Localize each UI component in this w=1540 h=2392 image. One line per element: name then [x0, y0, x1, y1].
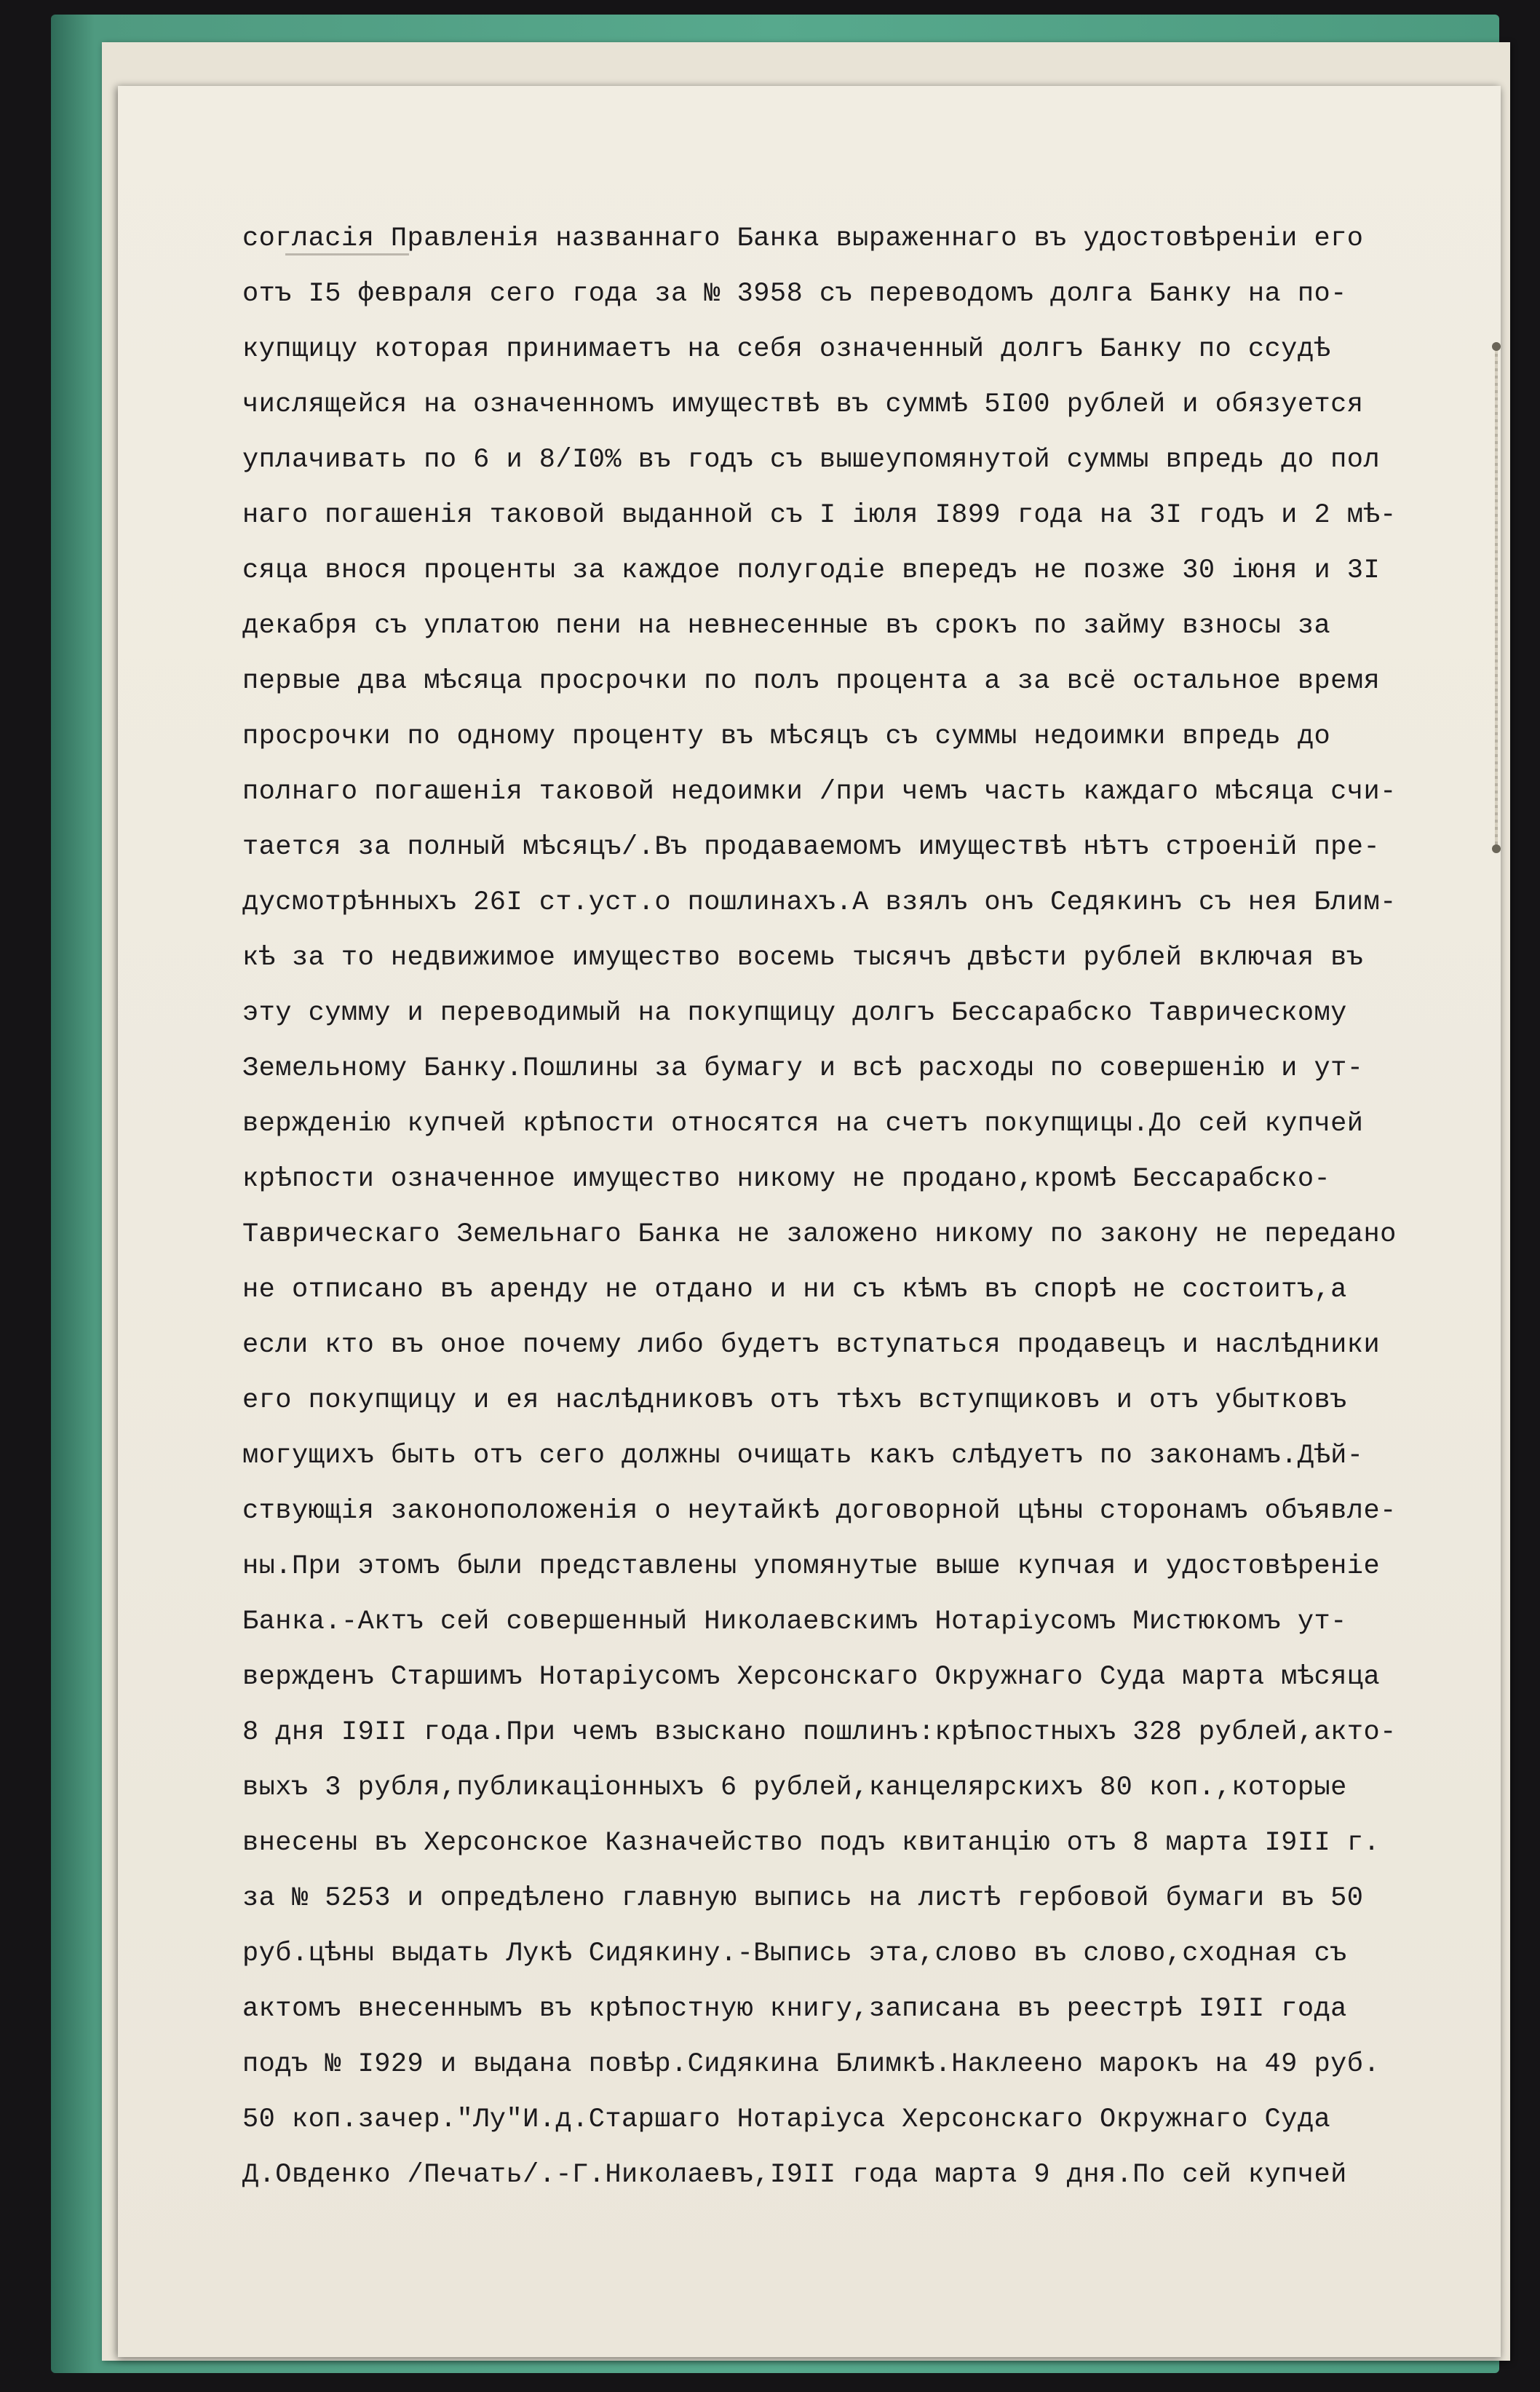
text-line: кѣ за то недвижимое имущество восемь тысячъ двѣсти рублей включая въ [242, 943, 1364, 973]
text-line: отъ I5 февраля сего года за № 3958 съ переводомъ долга Банку на по- [242, 279, 1347, 309]
text-line: подъ № I929 и выдана повѣр.Сидякина Блимкѣ.Наклеено марокъ на 49 руб. [242, 2049, 1381, 2080]
text-line: Д.Овденко /Печать/.-Г.Николаевъ,I9II года марта 9 дня.По сей купчей [242, 2160, 1347, 2190]
text-line: наго погашенія таковой выданной съ I іюля I899 года на 3I годъ и 2 мѣ- [242, 500, 1397, 531]
text-line: могущихъ быть отъ сего должны очищать какъ слѣдуетъ по законамъ.Дѣй- [242, 1441, 1364, 1471]
text-line: если кто въ оное почему либо будетъ вступаться продавецъ и наслѣдники [242, 1330, 1381, 1361]
text-line: числящейся на означенномъ имуществѣ въ суммѣ 5I00 рублей и обязуется [242, 389, 1364, 420]
text-line: руб.цѣны выдать Лукѣ Сидякину.-Выпись эта,слово въ слово,сходная съ [242, 1938, 1347, 1969]
text-line: эту сумму и переводимый на покупщицу долгъ Бессарабско Таврическому [242, 998, 1347, 1029]
text-line: первые два мѣсяца просрочки по полъ процента а за всё остальное время [242, 666, 1381, 697]
text-line: внесены въ Херсонское Казначейство подъ квитанцію отъ 8 марта I9II г. [242, 1828, 1381, 1858]
text-line: тается за полный мѣсяцъ/.Въ продаваемомъ имуществѣ нѣтъ строеній пре- [242, 832, 1381, 863]
text-line: декабря съ уплатою пени на невнесенные въ срокъ по займу взносы за [242, 611, 1331, 641]
typed-text-body [242, 211, 1494, 2203]
text-line: Земельному Банку.Пошлины за бумагу и всѣ расходы по совершенію и ут- [242, 1053, 1364, 1084]
text-line: актомъ внесеннымъ въ крѣпостную книгу,записана въ реестрѣ I9II года [242, 1994, 1347, 2024]
text-line: за № 5253 и опредѣлено главную выпись на листѣ гербовой бумаги въ 50 [242, 1883, 1364, 1914]
text-line: его покупщицу и ея наслѣдниковъ отъ тѣхъ вступщиковъ и отъ убытковъ [242, 1385, 1347, 1416]
binding-thread [1495, 342, 1498, 852]
text-line: выхъ 3 рубля,публикаціонныхъ 6 рублей,канцелярскихъ 80 коп.,которые [242, 1773, 1347, 1803]
text-line: Банка.-Актъ сей совершенный Николаевскимъ Нотаріусомъ Мистюкомъ ут- [242, 1607, 1347, 1637]
text-line: дусмотрѣнныхъ 26I ст.уст.о пошлинахъ.А взялъ онъ Седякинъ съ нея Блим- [242, 887, 1397, 918]
text-line: полнаго погашенія таковой недоимки /при чемъ часть каждаго мѣсяца счи- [242, 777, 1397, 807]
text-line: вержденъ Старшимъ Нотаріусомъ Херсонскаго Окружнаго Суда марта мѣсяца [242, 1662, 1381, 1692]
text-line: ны.При этомъ были представлены упомянутые выше купчая и удостовѣреніе [242, 1551, 1381, 1582]
text-line: не отписано въ аренду не отдано и ни съ кѣмъ въ спорѣ не состоитъ,а [242, 1275, 1347, 1305]
text-line: крѣпости означенное имущество никому не продано,кромѣ Бессарабско- [242, 1164, 1331, 1195]
text-line: ствующія законоположенія о неутайкѣ договорной цѣны сторонамъ объявле- [242, 1496, 1397, 1526]
text-line: Таврическаго Земельнаго Банка не заложено никому по закону не передано [242, 1219, 1397, 1250]
text-line: согласія Правленія названнаго Банка выраженнаго въ удостовѣреніи его [242, 223, 1364, 254]
text-line: просрочки по одному проценту въ мѣсяцъ съ суммы недоимки впредь до [242, 721, 1331, 752]
text-line: вержденію купчей крѣпости относятся на счетъ покупщицы.До сей купчей [242, 1109, 1364, 1139]
text-line: 8 дня I9II года.При чемъ взыскано пошлинъ:крѣпостныхъ 328 рублей,акто- [242, 1717, 1397, 1748]
text-line: сяца внося проценты за каждое полугодіе впередъ не позже 30 іюня и 3I [242, 555, 1381, 586]
text-line: 50 коп.зачер."Лу"И.д.Старшаго Нотаріуса Херсонскаго Окружнаго Суда [242, 2104, 1331, 2135]
text-line: уплачивать по 6 и 8/I0% въ годъ съ вышеупомянутой суммы впредь до пол [242, 445, 1381, 475]
text-line: купщицу которая принимаетъ на себя означенный долгъ Банку по ссудѣ [242, 334, 1331, 365]
